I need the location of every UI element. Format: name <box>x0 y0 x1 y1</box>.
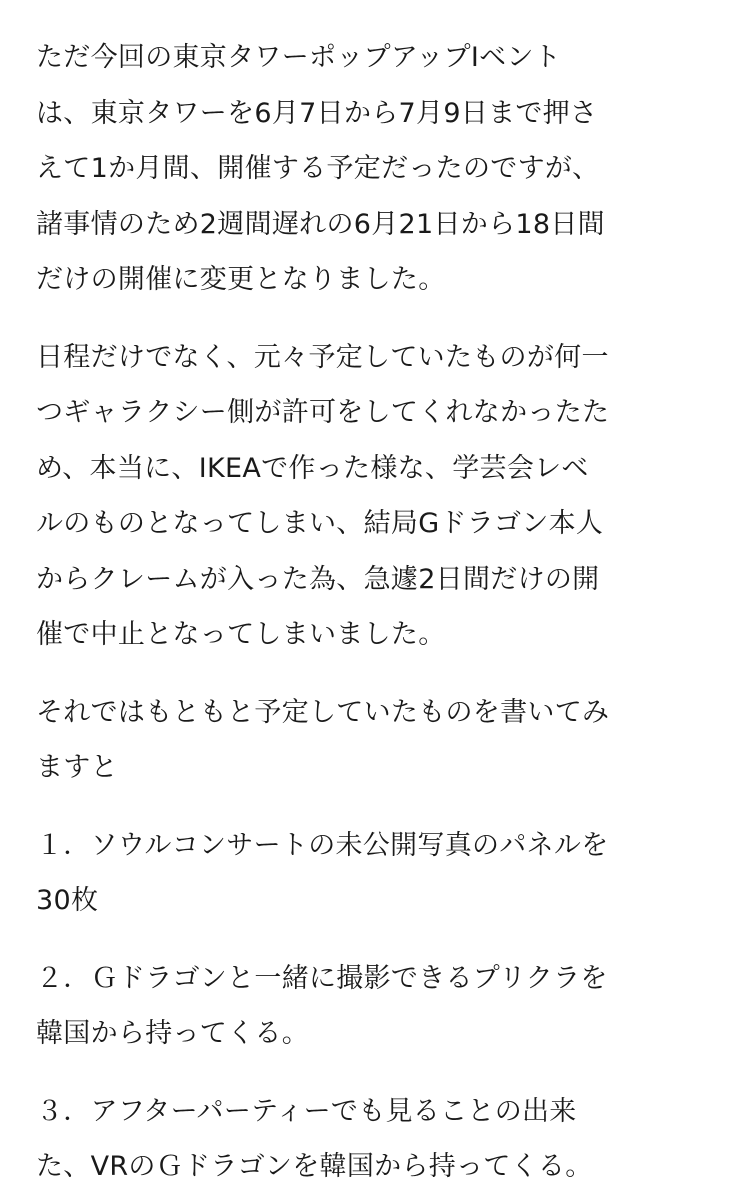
text-line: からクレームが入った為、急遽2日間だけの開 <box>36 563 600 595</box>
text-line: た、VRのＧドラゴンを韓国から持ってくる。 <box>36 1151 593 1182</box>
list-item-3 <box>36 1084 697 1195</box>
text-line: ３．アフターパーティーでも見ることの出来 <box>36 1095 577 1127</box>
text-line: 日程だけでなく、元々予定していたものが何一 <box>36 341 609 373</box>
paragraph-gap <box>36 663 697 685</box>
paragraph-event-schedule <box>36 30 697 308</box>
text-line: １．ソウルコンサートの未公開写真のパネルを <box>36 829 609 861</box>
text-line: それではもともと予定していたものを書いてみ <box>36 696 610 728</box>
text-line: 30枚 <box>36 885 99 916</box>
text-line: 諸事情のため2週間遅れの6月21日から18日間 <box>36 208 605 240</box>
text-line: 韓国から持ってくる。 <box>36 1018 309 1049</box>
list-item-1 <box>36 818 697 929</box>
paragraph-gap <box>36 796 697 818</box>
text-line: ルのものとなってしまい、結局Gドラゴン本人 <box>36 508 604 539</box>
text-line: ただ今回の東京タワーポップアップIベント <box>36 42 562 73</box>
text-line: め、本当に、IKEAで作った様な、学芸会レベ <box>36 452 589 484</box>
list-item-2 <box>36 951 697 1062</box>
text-line: だけの開催に変更となりました。 <box>36 264 446 295</box>
paragraph-gap <box>36 1062 697 1084</box>
text-line: 催で中止となってしまいました。 <box>36 619 446 650</box>
text-line: ますと <box>36 752 118 783</box>
paragraph-gap <box>36 308 697 330</box>
text-line: えて1か月間、開催する予定だったのですが、 <box>36 153 600 184</box>
text-line: つギャラクシー側が許可をしてくれなかったた <box>36 397 610 428</box>
paragraph-gap <box>36 929 697 951</box>
paragraph-cancellation <box>36 330 697 663</box>
text-line: ２．Ｇドラゴンと一緒に撮影できるプリクラを <box>36 962 608 994</box>
paragraph-intro-list <box>36 685 697 796</box>
text-line: は、東京タワーを6月7日から7月9日まで押さ <box>36 97 598 129</box>
